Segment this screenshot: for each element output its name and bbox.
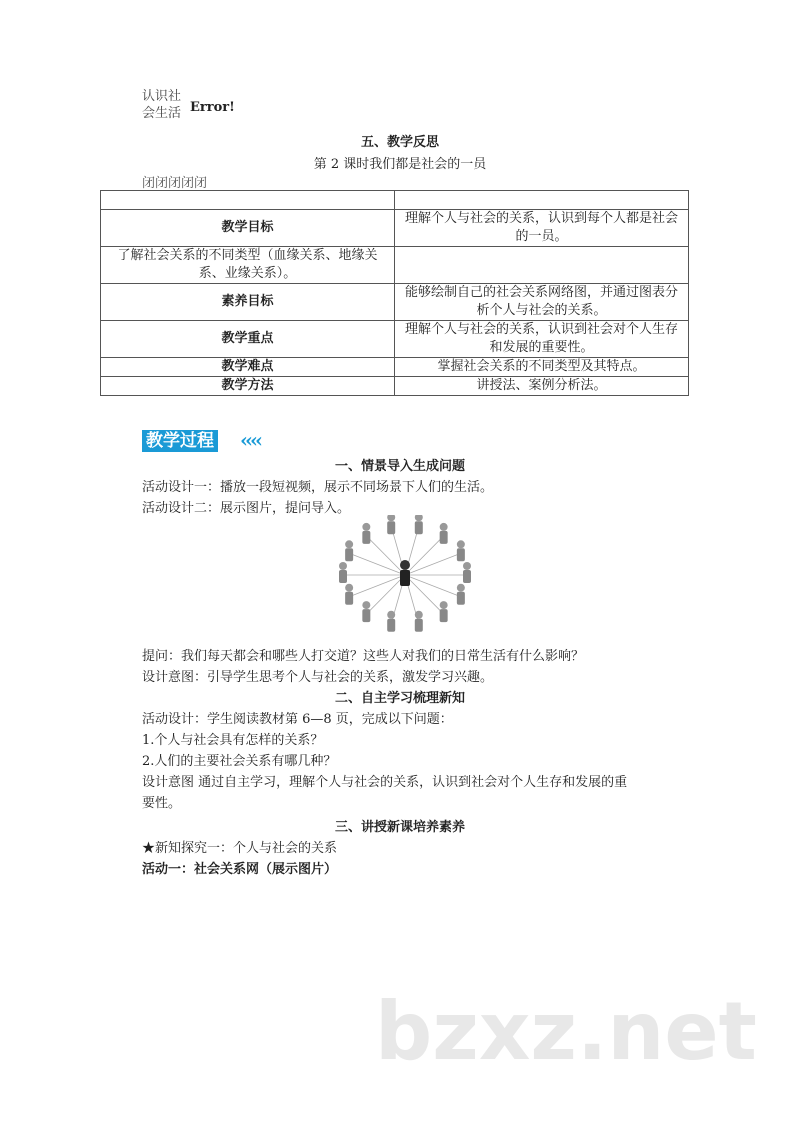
- s2-p1: 活动设计：学生阅读教材第 6—8 页，完成以下问题：: [142, 712, 453, 727]
- table-label-cell: 了解社会关系的不同类型（血缘关系、地缘关系、业缘关系）。: [101, 247, 395, 284]
- table-value-cell: 理解个人与社会的关系，认识到每个人都是社会的一员。: [395, 210, 689, 247]
- table-value-cell: 理解个人与社会的关系，认识到社会对个人生存和发展的重要性。: [395, 321, 689, 358]
- header-line1: 认识社: [142, 89, 182, 104]
- lesson-table: [100, 190, 689, 396]
- person-figure: [457, 540, 465, 561]
- person-figure: [362, 601, 370, 622]
- s1-question: 提问：我们每天都会和哪些人打交道？这些人对我们的日常生活有什么影响？: [142, 649, 585, 664]
- table-row: [101, 191, 689, 210]
- s3-p1: ★新知探究一：个人与社会的关系: [142, 841, 338, 856]
- s1-p1: 活动设计一：播放一段短视频，展示不同场景下人们的生活。: [142, 480, 494, 495]
- person-figure: [457, 584, 465, 605]
- table-label-cell: 教学方法: [101, 377, 395, 396]
- person-figure: [345, 540, 353, 561]
- table-value-cell: 讲授法、案例分析法。: [395, 377, 689, 396]
- table-row: [101, 377, 689, 396]
- table-label-cell: [101, 191, 395, 210]
- person-figure: [463, 562, 471, 583]
- s2-intent2: 要性。: [142, 796, 182, 811]
- person-figure: [415, 611, 423, 632]
- s2-title: 二、自主学习梳理新知: [334, 691, 465, 706]
- person-figure: [440, 601, 448, 622]
- table-value-cell: [395, 247, 689, 284]
- person-figure: [387, 611, 395, 632]
- table-row: [101, 284, 689, 321]
- chevrons-icon: ‹‹‹‹: [240, 428, 260, 452]
- center-person: [400, 560, 410, 586]
- watermark: bzxz.net: [375, 985, 757, 1078]
- garbled-text: 闭闭闭闭闭: [142, 176, 208, 191]
- table-row: [101, 210, 689, 247]
- table-label-cell: 素养目标: [101, 284, 395, 321]
- table-value-cell: 掌握社会关系的不同类型及其特点。: [395, 358, 689, 377]
- table-label-cell: 教学目标: [101, 210, 395, 247]
- table-value-cell: 能够绘制自己的社会关系网络图，并通过图表分析个人与社会的关系。: [395, 284, 689, 321]
- s1-title: 一、情景导入生成问题: [334, 459, 465, 474]
- table-label-cell: 教学难点: [101, 358, 395, 377]
- s2-q1: 1.个人与社会具有怎样的关系？: [142, 733, 324, 748]
- process-banner: 教学过程: [142, 430, 218, 452]
- table-value-cell: [395, 191, 689, 210]
- person-figure: [415, 515, 423, 534]
- error-text: Error!: [190, 100, 235, 115]
- s2-intent1: 设计意图 通过自主学习，理解个人与社会的关系，认识到社会对个人生存和发展的重: [142, 775, 628, 790]
- s1-p2: 活动设计二：展示图片，提问导入。: [142, 501, 351, 516]
- table-row: [101, 358, 689, 377]
- person-figure: [387, 515, 395, 534]
- table-label-cell: 教学重点: [101, 321, 395, 358]
- person-figure: [362, 523, 370, 544]
- person-figure: [440, 523, 448, 544]
- header-label: [142, 88, 181, 122]
- s2-q2: 2.人们的主要社会关系有哪几种？: [142, 754, 337, 769]
- header-line2: 会生活: [142, 106, 182, 121]
- person-figure: [339, 562, 347, 583]
- s3-p2: 活动一：社会关系网（展示图片）: [142, 862, 338, 877]
- table-row: [101, 321, 689, 358]
- s1-intent: 设计意图：引导学生思考个人与社会的关系，激发学习兴趣。: [142, 670, 494, 685]
- section-title: 五、教学反思: [360, 135, 439, 150]
- person-figure: [345, 584, 353, 605]
- lesson-title: 第 2 课时我们都是社会的一员: [313, 157, 487, 172]
- social-network-image: [330, 515, 480, 640]
- table-row: [101, 247, 689, 284]
- s3-title: 三、讲授新课培养素养: [334, 820, 465, 835]
